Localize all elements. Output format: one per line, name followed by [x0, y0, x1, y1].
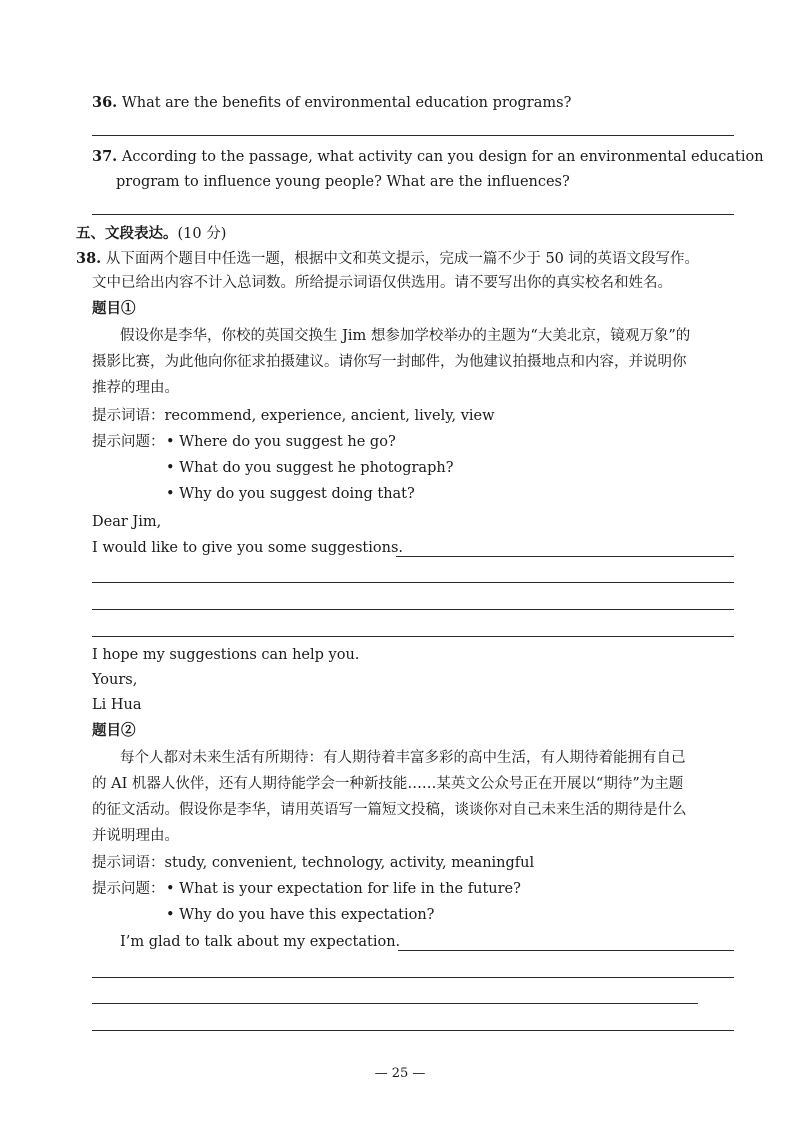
topic-2-question-1: • What is your expectation for life in the future? — [166, 881, 521, 897]
question-38-intro-2: 文中已给出内容不计入总词数。所给提示词语仅供选用。请不要写出你的真实校名和姓名。 — [92, 275, 672, 291]
topic-2-hint-words-value: study, convenient, technology, activity, meaningful — [164, 855, 535, 871]
topic-1-hint-words — [92, 408, 495, 425]
question-37-text-1: According to the passage, what activity can you design for an environmental education — [121, 149, 764, 165]
question-36-number: 36. — [92, 94, 118, 111]
writing-line-2-2[interactable] — [92, 977, 734, 978]
writing-line-1-3[interactable] — [92, 609, 734, 610]
topic-2-hint-words — [92, 855, 534, 872]
topic-1-paragraph-2: 摄影比赛，为此他向你征求拍摄建议。请你写一封邮件，为他建议拍摄地点和内容，并说明你 — [92, 354, 687, 370]
writing-line-1-2[interactable] — [92, 582, 734, 583]
topic-2-hint-words-label: 提示词语： — [92, 855, 165, 871]
topic-1-hint-words-value: recommend, experience, ancient, lively, view — [164, 408, 495, 424]
writing-line-2-3[interactable] — [92, 1003, 698, 1004]
topic-1-paragraph-3: 推荐的理由。 — [92, 380, 179, 396]
writing-line-1-4[interactable] — [92, 636, 734, 637]
writing-line-1-1[interactable] — [396, 556, 734, 557]
question-37-line-2: program to influence young people? What are the influences? — [116, 174, 570, 190]
topic-1-hint-words-label: 提示词语： — [92, 408, 165, 424]
answer-line-37[interactable] — [92, 214, 734, 215]
letter-greeting: Dear Jim, — [92, 514, 162, 530]
topic-1-question-1: • Where do you suggest he go? — [166, 434, 396, 450]
letter-opening: I would like to give you some suggestions. — [92, 540, 403, 556]
section-5-title: 五、文段表达。 — [76, 225, 178, 242]
topic-2-hint-questions-label: 提示问题： — [92, 881, 165, 897]
topic-1-question-3: • Why do you suggest doing that? — [166, 486, 415, 502]
topic-1-question-2: • What do you suggest he photograph? — [166, 460, 454, 476]
question-38-number: 38. — [76, 250, 102, 267]
topic-2-paragraph-2: 的 AI 机器人伙伴，还有人期待能学会一种新技能……某英文公众号正在开展以“期待”为主题 — [92, 776, 684, 792]
topic-2-question-2: • Why do you have this expectation? — [166, 907, 435, 923]
question-37-line-1 — [92, 148, 764, 166]
question-36 — [92, 94, 571, 112]
topic-2-paragraph-3: 的征文活动。假设你是李华，请用英语写一篇短文投稿，谈谈你对自己未来生活的期待是什么 — [92, 802, 687, 818]
topic-1-title: 题目① — [92, 300, 136, 317]
topic-1-hint-questions-label: 提示问题： — [92, 434, 165, 450]
question-37-number: 37. — [92, 148, 118, 165]
question-38-text-1: 从下面两个题目中任选一题，根据中文和英文提示，完成一篇不少于 50 词的英语文段写作。 — [105, 251, 700, 267]
page-number: — 25 — — [374, 1066, 426, 1081]
letter-closing: I hope my suggestions can help you. — [92, 647, 360, 663]
topic-2-title: 题目② — [92, 722, 136, 739]
topic-2-paragraph-1: 每个人都对未来生活有所期待：有人期待着丰富多彩的高中生活，有人期待着能拥有自己 — [120, 750, 686, 766]
letter-signoff: Yours, — [92, 672, 138, 688]
answer-line-36[interactable] — [92, 135, 734, 136]
topic-2-paragraph-4: 并说明理由。 — [92, 828, 179, 844]
section-5-score: (10 分) — [177, 226, 227, 242]
letter-signature: Li Hua — [92, 697, 142, 713]
question-36-text: What are the benefits of environmental education programs? — [121, 95, 572, 111]
question-38-intro-1 — [76, 250, 699, 268]
section-5-heading — [76, 225, 226, 243]
writing-line-2-1[interactable] — [398, 950, 734, 951]
essay-opening: I’m glad to talk about my expectation. — [120, 934, 401, 950]
topic-1-paragraph-1: 假设你是李华，你校的英国交换生 Jim 想参加学校举办的主题为“大美北京，镜观万象”的 — [120, 328, 691, 344]
writing-line-2-4[interactable] — [92, 1030, 734, 1031]
